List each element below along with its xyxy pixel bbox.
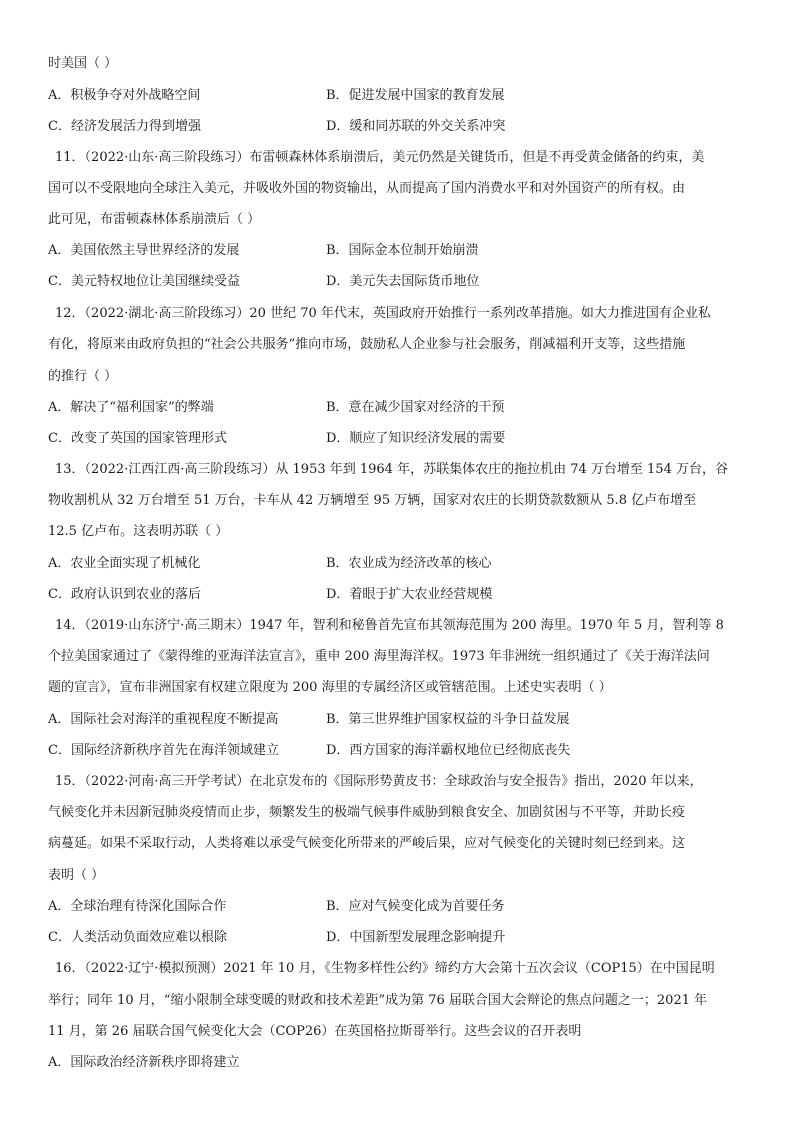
answer-option: A．积极争夺对外战略空间: [48, 88, 201, 103]
answer-option: D．西方国家的海洋霸权地位已经彻底丧失: [326, 743, 571, 758]
question-stem-line: 题的宣言》，宣布非洲国家有权建立限度为 200 海里的专属经济区或管辖范围。上述史实表明（ ）: [48, 680, 612, 695]
answer-option: C．政府认识到农业的落后: [48, 587, 201, 602]
answer-option: B．应对气候变化成为首要任务: [326, 899, 505, 914]
answer-option: A．美国依然主导世界经济的发展: [48, 243, 240, 258]
question-stem-line: 国可以不受限地向全球注入美元，并吸收外国的物资输出，从而提高了国内消费水平和对外国资产的所有权。由: [48, 181, 686, 196]
question-stem-line: 个拉美国家通过了《蒙得维的亚海洋法宣言》，重申 200 海里海洋权。1973 年非洲统一组织通过了《关于海洋法问: [48, 649, 710, 664]
question-stem-line: 15．（2022·河南·高三开学考试）在北京发布的《国际形势黄皮书：全球政治与安全报告》指出，2020 年以来，: [55, 774, 703, 789]
question-stem-line: 气候变化并未因新冠肺炎疫情而止步，频繁发生的极端气候事件威胁到粮食安全、加剧贫困与不平等，并助长疫: [48, 805, 686, 820]
question-stem-line: 11 月，第 26 届联合国气候变化大会（COP26）在英国格拉斯哥举行。这些会议的召开表明: [48, 1024, 582, 1039]
answer-option: D．顺应了知识经济发展的需要: [326, 431, 506, 446]
answer-option: D．着眼于扩大农业经营规模: [326, 587, 493, 602]
answer-option: D．缓和同苏联的外交关系冲突: [326, 119, 506, 134]
answer-option: A．解决了“福利国家”的弊端: [48, 400, 214, 415]
answer-option: B．农业成为经济改革的核心: [326, 556, 492, 571]
answer-option: C．改变了英国的国家管理形式: [48, 431, 227, 446]
answer-option: A．全球治理有待深化国际合作: [48, 899, 227, 914]
question-stem-line: 有化，将原来由政府负担的“社会公共服务”推向市场，鼓励私人企业参与社会服务，削减福利开支等，这些措施: [48, 337, 686, 352]
answer-option: A．国际社会对海洋的重视程度不断提高: [48, 712, 279, 727]
answer-option: B．意在减少国家对经济的干预: [326, 400, 505, 415]
question-stem-line: 12．（2022·湖北·高三阶段练习）20 世纪 70 年代末，英国政府开始推行一系列改革措施。如大力推进国有企业私: [55, 306, 711, 321]
question-stem-line: 13．（2022·江西江西·高三阶段练习）从 1953 年到 1964 年，苏联集体农庄的拖拉机由 74 万台增至 154 万台，谷: [55, 462, 728, 477]
answer-option: B．国际金本位制开始崩溃: [326, 243, 479, 258]
answer-option: C．国际经济新秩序首先在海洋领域建立: [48, 743, 279, 758]
answer-option: C．人类活动负面效应难以根除: [48, 930, 227, 945]
question-stem-line: 16．（2022·辽宁·模拟预测）2021 年 10 月，《生物多样性公约》缔约方大会第十五次会议（COP15）在中国昆明: [55, 961, 715, 976]
question-stem-line: 此可见，布雷顿森林体系崩溃后（ ）: [48, 212, 261, 227]
question-stem-line: 14．（2019·山东济宁·高三期末）1947 年，智利和秘鲁首先宣布其领海范围为 200 海里。1970 年 5 月，智利等 8: [55, 618, 724, 633]
answer-option: B．第三世界维护国家权益的斗争日益发展: [326, 712, 570, 727]
question-stem-line: 物收割机从 32 万台增至 51 万台，卡车从 42 万辆增至 95 万辆，国家对农庄的长期贷款数额从 5.8 亿卢布增至: [48, 493, 697, 508]
answer-option: A．农业全面实现了机械化: [48, 556, 201, 571]
question-stem-line: 时美国（ ）: [48, 56, 118, 71]
answer-option: B．促进发展中国家的教育发展: [326, 88, 505, 103]
question-stem-line: 12.5 亿卢布。这表明苏联（ ）: [48, 524, 229, 539]
question-stem-line: 表明（ ）: [48, 868, 105, 883]
question-stem-line: 的推行（ ）: [48, 369, 118, 384]
answer-option: C．美元特权地位让美国继续受益: [48, 274, 240, 289]
answer-option: A．国际政治经济新秩序即将建立: [48, 1055, 240, 1070]
answer-option: C．经济发展活力得到增强: [48, 119, 201, 134]
question-stem-line: 病蔓延。如果不采取行动，人类将难以承受气候变化所带来的严峻后果，应对气候变化的关键时刻已经到来。这: [48, 836, 686, 851]
question-stem-line: 举行；同年 10 月，“缩小限制全球变暖的财政和技术差距”成为第 76 届联合国大会辩论的焦点问题之一；2021 年: [48, 993, 708, 1008]
answer-option: D．中国新型发展理念影响提升: [326, 930, 506, 945]
answer-option: D．美元失去国际货币地位: [326, 274, 480, 289]
question-stem-line: 11．（2022·山东·高三阶段练习）布雷顿森林体系崩溃后，美元仍然是关键货币，但是不再受黄金储备的约束，美: [55, 150, 705, 165]
